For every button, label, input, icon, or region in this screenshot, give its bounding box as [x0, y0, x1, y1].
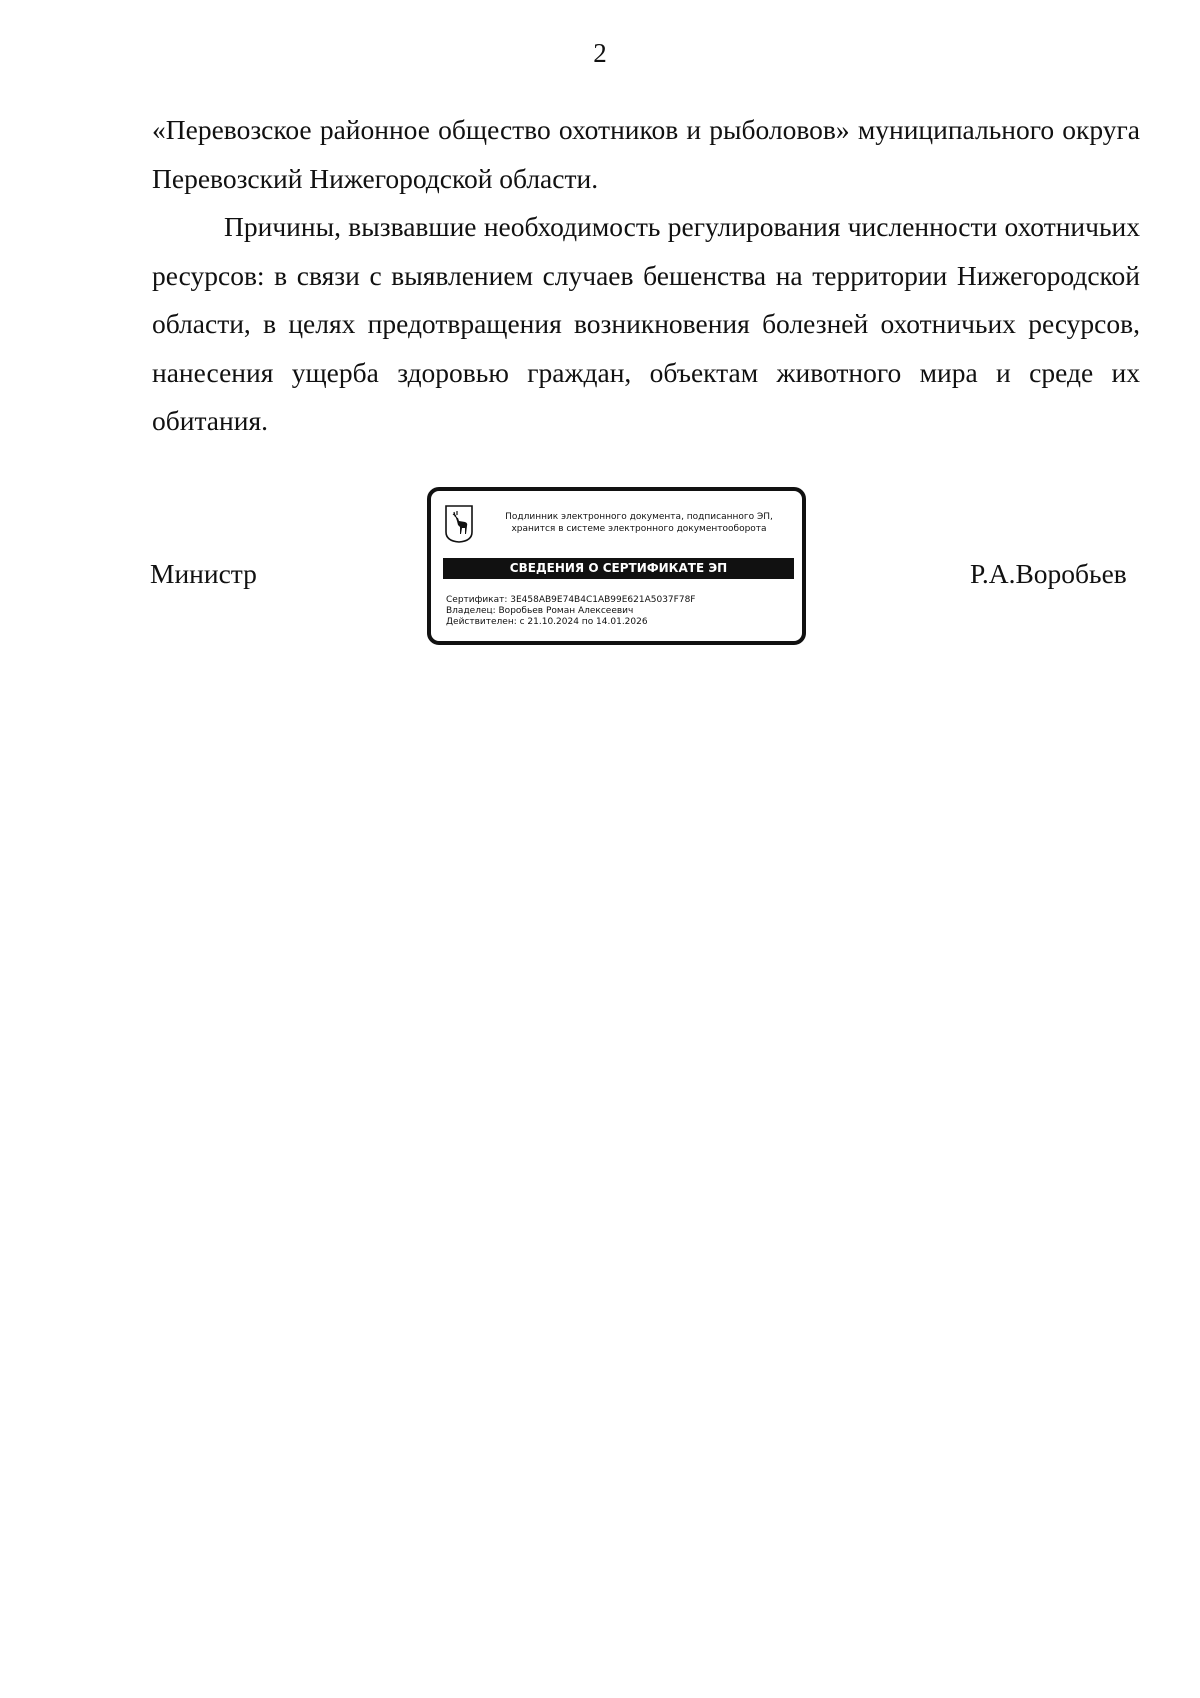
paragraph-reasons: Причины, вызвавшие необходимость регулирования численности охотничьих ресурсов: в связи с выявлением случаев бешенства на территории Нижегородской области, в целях предотвращения возникновения болезней охотничьих ресурсов, нанесения ущерба здоровью граждан, объектам животного мира и среде их обитания. [152, 211, 1140, 436]
stamp-header-line: хранится в системе электронного документооборота [511, 524, 767, 534]
certificate-details [446, 595, 695, 628]
electronic-signature-stamp [427, 487, 806, 645]
signatory-name: Р.А.Воробьев [970, 558, 1127, 589]
stamp-header-line: Подлинник электронного документа, подписанного ЭП, [505, 512, 773, 522]
page-number: 2 [593, 38, 607, 68]
certificate-info-bar: СВЕДЕНИЯ О СЕРТИФИКАТЕ ЭП [443, 558, 794, 579]
certificate-serial: Сертификат: 3E458AB9E74B4C1AB99E621A5037F78F [446, 595, 696, 605]
stamp-header [479, 511, 799, 535]
paragraph-organization: «Перевозское районное общество охотников и рыболовов» муниципального округа Перевозский Нижегородской области. [152, 114, 1140, 194]
certificate-owner: Владелец: Воробьев Роман Алексеевич [446, 606, 634, 616]
deer-emblem-icon [444, 505, 474, 543]
certificate-validity: Действителен: с 21.10.2024 по 14.01.2026 [446, 617, 648, 627]
document-body [152, 106, 1140, 446]
signatory-title: Министр [150, 558, 257, 589]
